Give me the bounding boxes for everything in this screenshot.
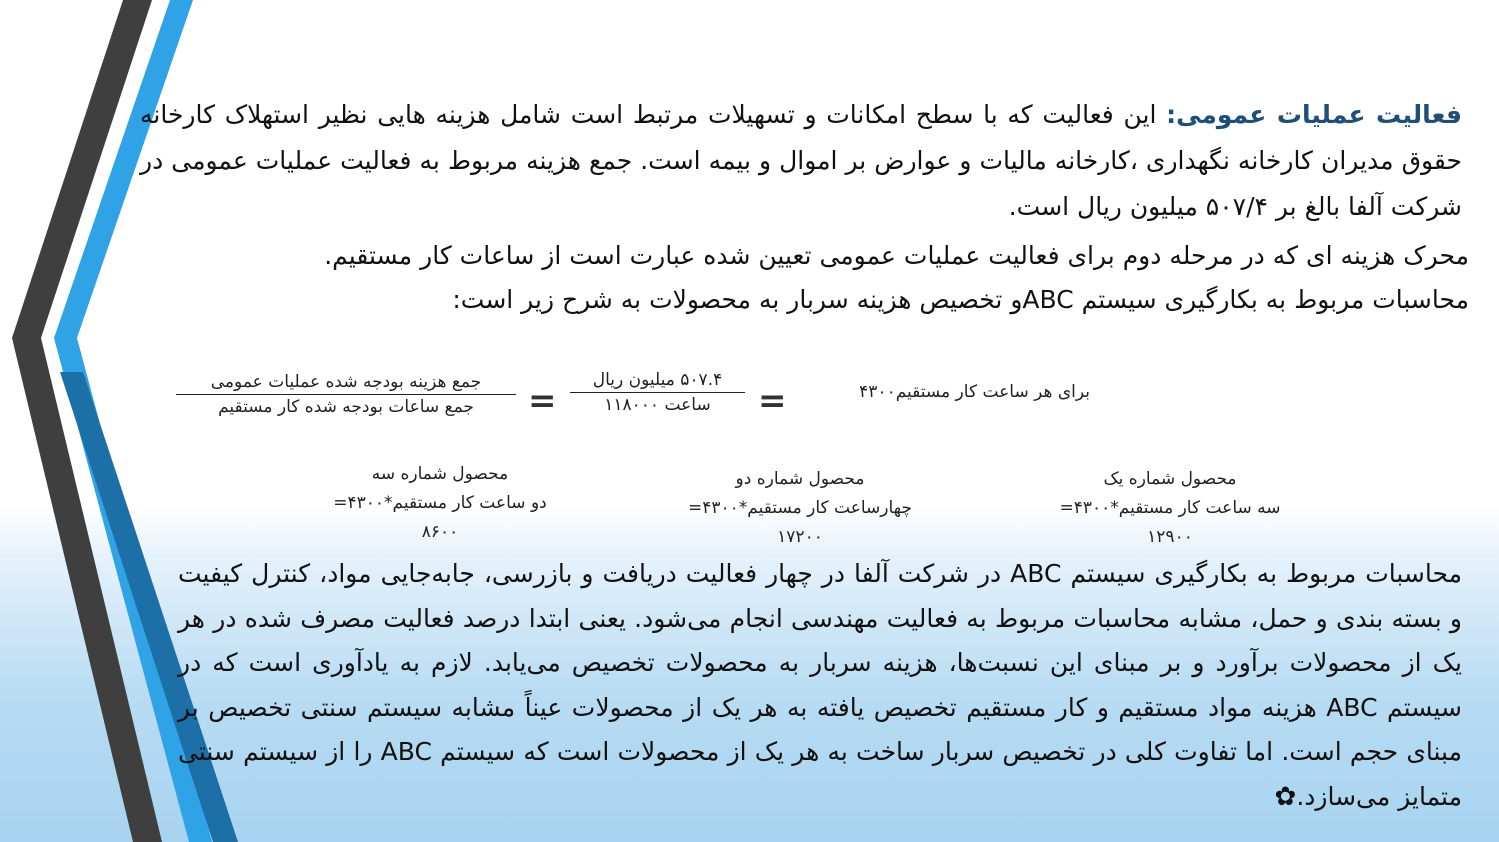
- product-calculation: چهارساعت کار مستقیم*۴۳۰۰=: [687, 498, 912, 518]
- fraction-values-denominator: ساعت ۱۱۸۰۰۰: [604, 395, 711, 415]
- product-title: محصول شماره دو: [735, 469, 865, 489]
- equals-sign: =: [758, 381, 787, 421]
- product-title: محصول شماره یک: [1103, 469, 1237, 489]
- flower-icon: ✿: [1274, 781, 1297, 812]
- product-result: ۱۲۹۰۰: [1147, 527, 1193, 547]
- paragraph-text: محاسبات مربوط به بکارگیری سیستم ABC در شرکت آلفا در چهار فعالیت دریافت و بازرسی، جابه‌جایی مواد، کنترل کیفیت و بسته بندی و حمل، مشابه محاسبات مربوط به فعالیت مهندسی انجام می‌شود. یعنی ابتدا درصد فعالیت مصرف شده در هر یک از محصولات برآورد و بر مبنای این نسبت‌ها، هزینه سربار به محصولات تخصیص می‌یابد. لازم به یادآوری است که در سیستم ABC هزینه مواد مستقیم و کار مستقیم تخصیص یافته به هر یک از محصولات عیناً مشابه سیستم سنتی تخصیص بر مبنای حجم است. اما تفاوت کلی در تخصیص سربار ساخت به هر یک از محصولات است که سیستم ABC را از سیستم سنتی متمایز می‌سازد.: [178, 559, 1462, 811]
- paragraph-text: این فعالیت که با سطح امکانات و تسهیلات مرتبط است شامل هزینه هایی نظیر استهلاک کارخانه حقوق مدیران کارخانه نگهداری ،کارخانه مالیات و عوارض بر اموال و بیمه است. جمع هزینه مربوط به فعالیت عملیات عمومی در شرکت آلفا بالغ بر ۵۰۷/۴ میلیون ریال است.: [140, 100, 1462, 221]
- product-two: [660, 465, 940, 552]
- fraction-definition-denominator: جمع ساعات بودجه شده کار مستقیم: [218, 397, 474, 417]
- fraction-values: [570, 370, 745, 415]
- rate-per-hour: برای هر ساعت کار مستقیم۴۳۰۰: [859, 382, 1090, 402]
- paragraph-lead: فعالیت عملیات عمومی:: [1166, 100, 1462, 129]
- product-result: ۸۶۰۰: [421, 522, 459, 542]
- product-title: محصول شماره سه: [371, 464, 509, 484]
- cost-driver-line: محرک هزینه ای که در مرحله دوم برای فعالیت عملیات عمومی تعیین شده عبارت است از ساعات کار مستقیم.: [324, 241, 1469, 270]
- fraction-definition: [176, 372, 516, 417]
- product-three: [305, 460, 575, 547]
- paragraph-general-operations: [140, 92, 1462, 230]
- fraction-values-numerator: ۵۰۷.۴ میلیون ریال: [570, 370, 745, 393]
- product-calculation: دو ساعت کار مستقیم*۴۳۰۰=: [333, 493, 547, 513]
- paragraph-abc-explanation: [178, 552, 1462, 819]
- equals-sign: =: [528, 381, 557, 421]
- abc-intro-line: محاسبات مربوط به بکارگیری سیستم ABCو تخصیص هزینه سربار به محصولات به شرح زیر است:: [452, 285, 1469, 314]
- product-result: ۱۷۲۰۰: [777, 527, 823, 547]
- fraction-definition-numerator: جمع هزینه بودجه شده عملیات عمومی: [176, 372, 516, 395]
- product-calculation: سه ساعت کار مستقیم*۴۳۰۰=: [1059, 498, 1281, 518]
- product-one: [1035, 465, 1305, 552]
